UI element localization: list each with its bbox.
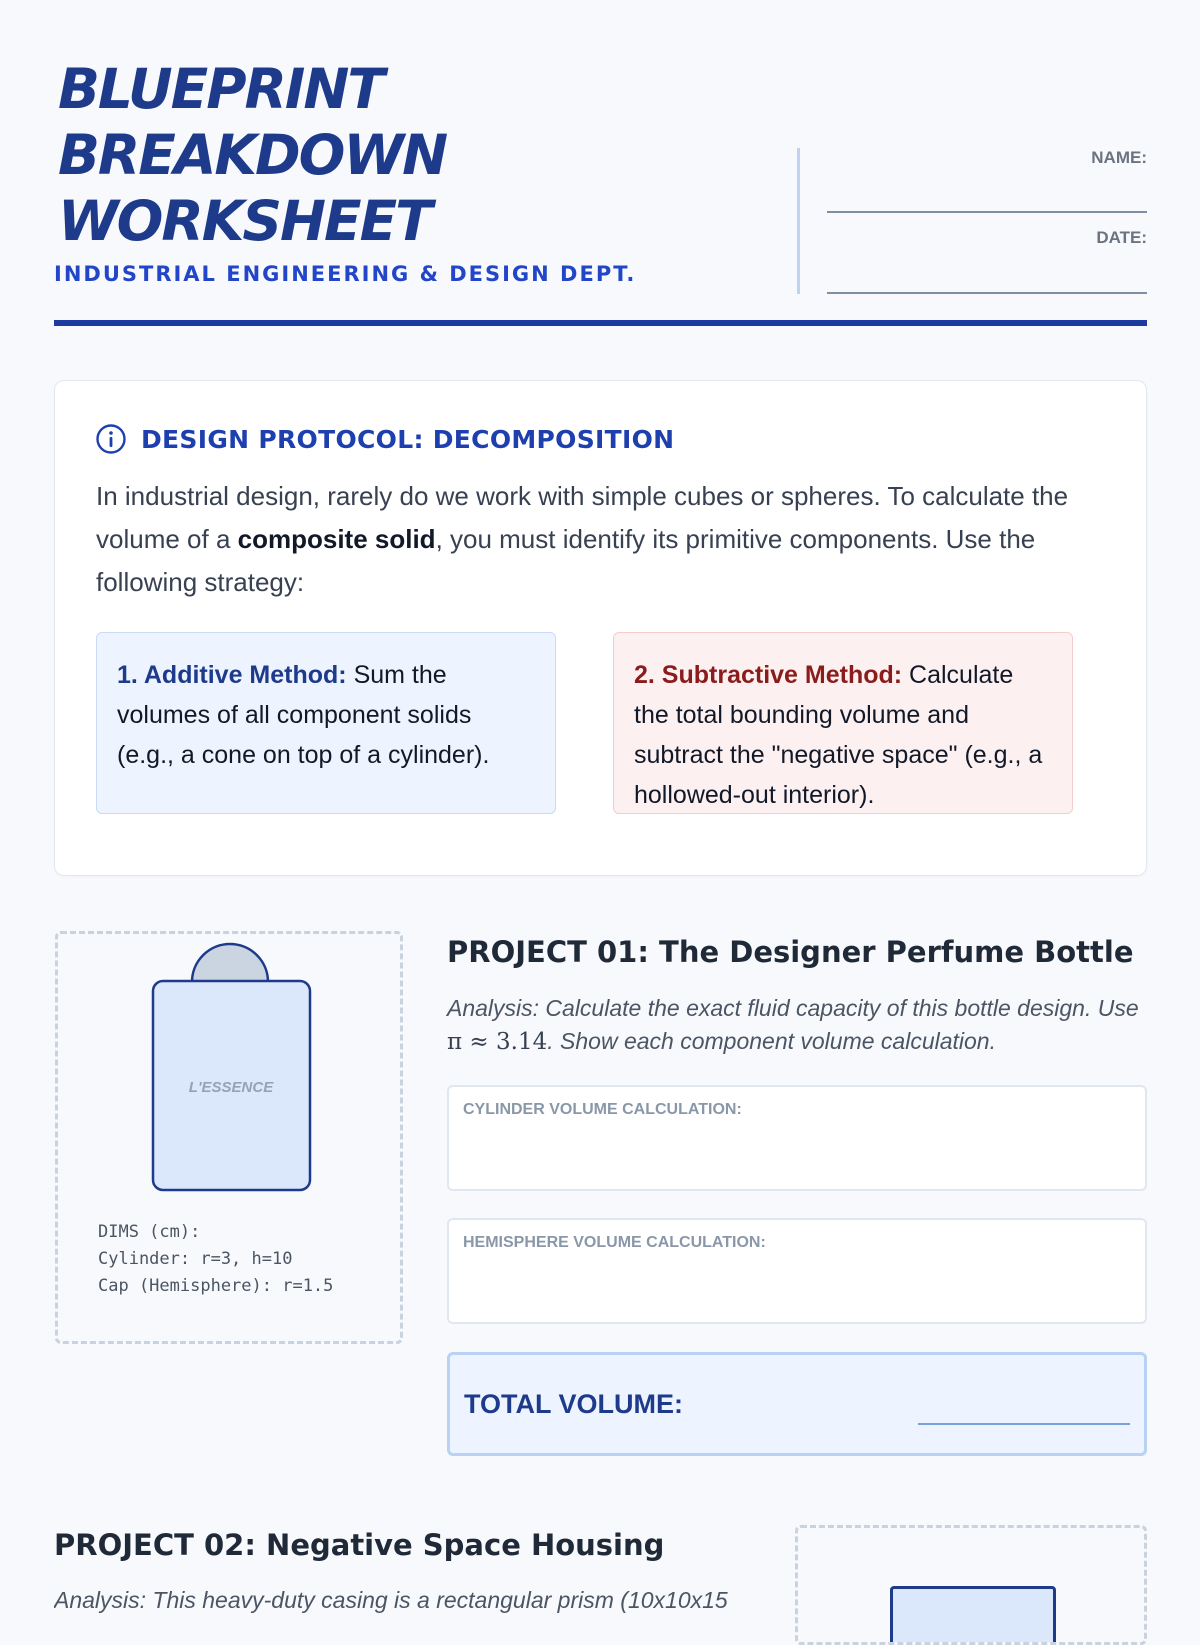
worksheet-header (54, 52, 1147, 328)
pi-approximation: π ≈ 3.14 (447, 1029, 548, 1055)
design-protocol-card (54, 380, 1147, 876)
project-01-title: PROJECT 01: The Designer Perfume Bottle (447, 935, 1134, 969)
header-rule (54, 320, 1147, 326)
bottle-brand-label: L'ESSENCE (188, 1079, 274, 1096)
subtractive-method-text: Calculate the total bounding volume and subtract the "negative space" (e.g., a hollowed-out interior). (634, 661, 1043, 809)
header-divider (797, 148, 800, 294)
date-label: DATE: (1096, 228, 1147, 247)
analysis-start: Analysis: Calculate the exact fluid capacity of this bottle design. Use (447, 995, 1139, 1021)
protocol-body-start: In industrial design, rarely do we work with simple cubes or spheres. To calculate the volume of a (96, 481, 1069, 554)
dims-cylinder: Cylinder: r=3, h=10 (98, 1249, 293, 1269)
title-line-3: WORKSHEET (58, 189, 431, 253)
dims-title: DIMS (cm): (98, 1222, 201, 1242)
department-subtitle: INDUSTRIAL ENGINEERING & DESIGN DEPT. (54, 262, 637, 286)
title-line-1: BLUEPRINT (58, 57, 383, 121)
protocol-body-bold: composite solid (237, 524, 436, 554)
protocol-title: DESIGN PROTOCOL: DECOMPOSITION (141, 424, 675, 454)
project-01-analysis (447, 992, 1147, 1059)
additive-method-box (96, 632, 556, 814)
perfume-bottle-figure (55, 931, 403, 1344)
protocol-body-end: , you must identify its primitive components. Use the following strategy: (96, 524, 1036, 597)
total-volume-label: TOTAL VOLUME: (464, 1389, 683, 1419)
housing-prism-shape (890, 1586, 1056, 1645)
additive-method-text: Sum the volumes of all component solids (e.g., a cone on top of a cylinder). (117, 661, 490, 769)
housing-figure (795, 1525, 1147, 1645)
worksheet-page (54, 0, 1147, 1613)
worksheet-title (58, 56, 758, 254)
total-volume-answer-line[interactable] (918, 1423, 1130, 1425)
protocol-heading (95, 423, 674, 455)
info-circle-icon (95, 423, 127, 455)
cylinder-volume-input[interactable] (447, 1085, 1147, 1191)
protocol-description (96, 475, 1106, 604)
total-volume-box[interactable] (447, 1352, 1147, 1456)
hemisphere-volume-label: HEMISPHERE VOLUME CALCULATION: (463, 1234, 766, 1251)
analysis-end: . Show each component volume calculation. (547, 1028, 996, 1054)
project-02-analysis: Analysis: This heavy-duty casing is a rectangular prism (10x10x15 (54, 1587, 728, 1613)
name-label: NAME: (1091, 148, 1147, 167)
date-field[interactable] (827, 292, 1147, 294)
cylinder-volume-label: CYLINDER VOLUME CALCULATION: (463, 1101, 742, 1118)
dims-cap: Cap (Hemisphere): r=1.5 (98, 1276, 334, 1296)
additive-method-lead: 1. Additive Method: (117, 661, 347, 689)
subtractive-method-lead: 2. Subtractive Method: (634, 661, 903, 689)
title-line-2: BREAKDOWN (58, 123, 447, 187)
hemisphere-cap-shape (192, 944, 268, 982)
name-field[interactable] (827, 211, 1147, 213)
subtractive-method-box (613, 632, 1073, 814)
project-02-title: PROJECT 02: Negative Space Housing (54, 1528, 665, 1562)
hemisphere-volume-input[interactable] (447, 1218, 1147, 1324)
bottle-dimensions (98, 1219, 333, 1300)
